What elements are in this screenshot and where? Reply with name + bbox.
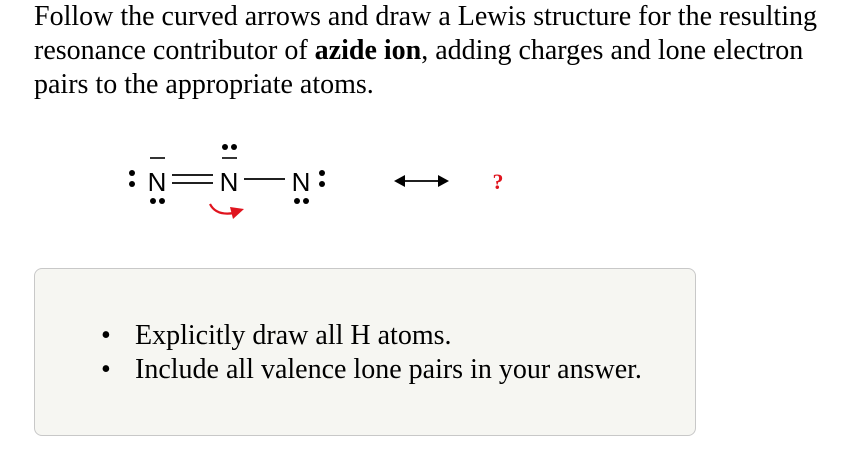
hints-list [101,319,642,387]
hint-text: Explicitly draw all H atoms. [135,320,452,351]
atom-n3: N [291,167,311,197]
azide-lewis-structure [110,130,530,240]
lone-pair-dot [231,144,237,150]
lone-pair-dot [129,170,135,176]
lone-pair-dot [150,198,156,204]
lone-pair-dot [319,181,325,187]
hint-item [101,319,642,353]
lone-pair-dot [303,198,309,204]
lewis-structure-drawing [110,130,530,240]
lone-pair-dot [222,144,228,150]
lone-pair-dot [159,198,165,204]
atom-n2: N [219,167,239,197]
resonance-arrow-left-head [394,175,405,187]
hints-box [34,268,696,436]
prompt-bold-term: azide ion [314,35,422,66]
prompt-text-end: , adding charges and lone electron pairs to the appropriate atoms. [34,35,804,100]
question-prompt [34,0,834,102]
prompt-text-start: Follow the curved arrows and draw a Lewis structure for the resulting resonance contributor of [34,1,817,66]
hint-item [101,353,642,387]
resonance-arrow-right-head [438,175,449,187]
question-mark: ? [492,169,504,194]
curved-arrow-head [230,207,244,219]
hint-text: Include all valence lone pairs in your answer. [135,354,642,385]
curved-arrow [210,204,234,214]
bullet: • [101,354,111,385]
lone-pair-dot [294,198,300,204]
lone-pair-dot [319,170,325,176]
lone-pair-dot [129,181,135,187]
bullet: • [101,320,111,351]
atom-n1: N [147,167,167,197]
